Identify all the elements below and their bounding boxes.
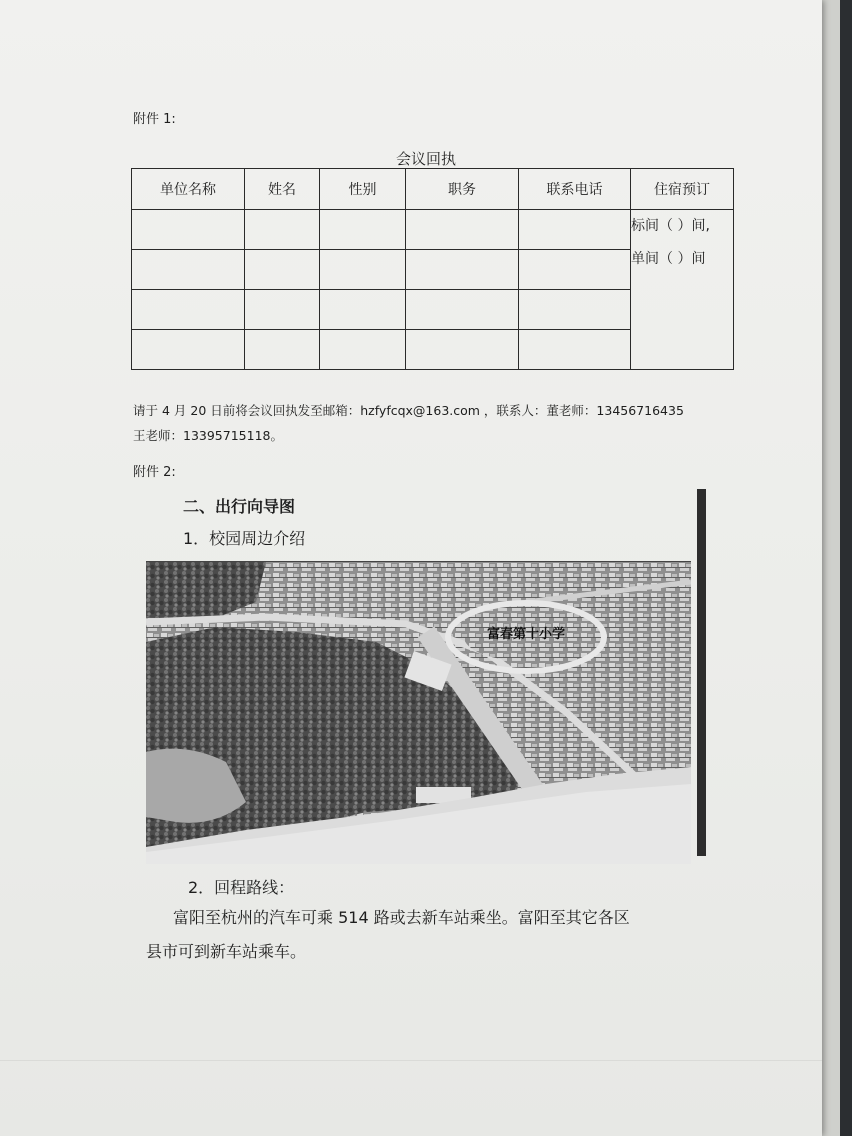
table-cell: [519, 290, 631, 330]
table-cell: [132, 330, 245, 370]
column-header-name: 姓名: [245, 169, 320, 210]
column-header-position: 职务: [406, 169, 519, 210]
notice-line-1: 请于 4 月 20 日前将会议回执发至邮箱：hzfyfcqx@163.com ，联系人：董老师：13456716435: [133, 403, 684, 418]
submission-notice: [133, 398, 684, 448]
aerial-photo-graphic: [146, 562, 691, 864]
notice-line-2: 王老师：13395715118。: [133, 428, 283, 443]
table-cell: [406, 330, 519, 370]
table-cell: [245, 210, 320, 250]
table-cell: [406, 210, 519, 250]
route-description: [146, 901, 630, 969]
route-text-line-1: 富阳至杭州的汽车可乘 514 路或去新车站乘坐。富阳至其它各区: [173, 908, 630, 927]
table-cell: [519, 250, 631, 290]
lodging-cell: [631, 210, 734, 370]
column-header-phone: 联系电话: [519, 169, 631, 210]
paper-fold: [0, 1060, 822, 1061]
table-cell: [320, 290, 406, 330]
table-cell: [320, 330, 406, 370]
margin-bar: [697, 489, 706, 856]
table-cell: [320, 250, 406, 290]
meeting-receipt-table: [131, 168, 734, 370]
table-row: [132, 210, 734, 250]
table-cell: [245, 290, 320, 330]
aerial-campus-photo: [146, 561, 691, 864]
attachment-1-label: 附件 1:: [133, 112, 176, 127]
subheading-campus-surroundings: 1．校园周边介绍: [183, 529, 306, 548]
table-cell: [132, 290, 245, 330]
lodging-single-room: 单间（ ）间: [631, 251, 706, 267]
lodging-standard-room: 标间（ ）间,: [631, 218, 710, 234]
section-heading: 二、出行向导图: [183, 497, 296, 516]
table-cell: [132, 250, 245, 290]
table-header-row: [132, 169, 734, 210]
table-cell: [320, 210, 406, 250]
table-cell: [519, 210, 631, 250]
table-cell: [245, 250, 320, 290]
table-cell: [245, 330, 320, 370]
table-cell: [132, 210, 245, 250]
column-header-lodging: 住宿预订: [631, 169, 734, 210]
attachment-2-label: 附件 2:: [133, 465, 176, 480]
table-cell: [406, 290, 519, 330]
column-header-unit: 单位名称: [132, 169, 245, 210]
table-cell: [406, 250, 519, 290]
subheading-return-route: 2．回程路线：: [188, 878, 295, 897]
column-header-gender: 性别: [320, 169, 406, 210]
receipt-title: 会议回执: [395, 150, 456, 168]
photo-school-label: 富春第十小学: [486, 627, 566, 642]
route-text-line-2: 县市可到新车站乘车。: [146, 942, 307, 961]
table-cell: [519, 330, 631, 370]
